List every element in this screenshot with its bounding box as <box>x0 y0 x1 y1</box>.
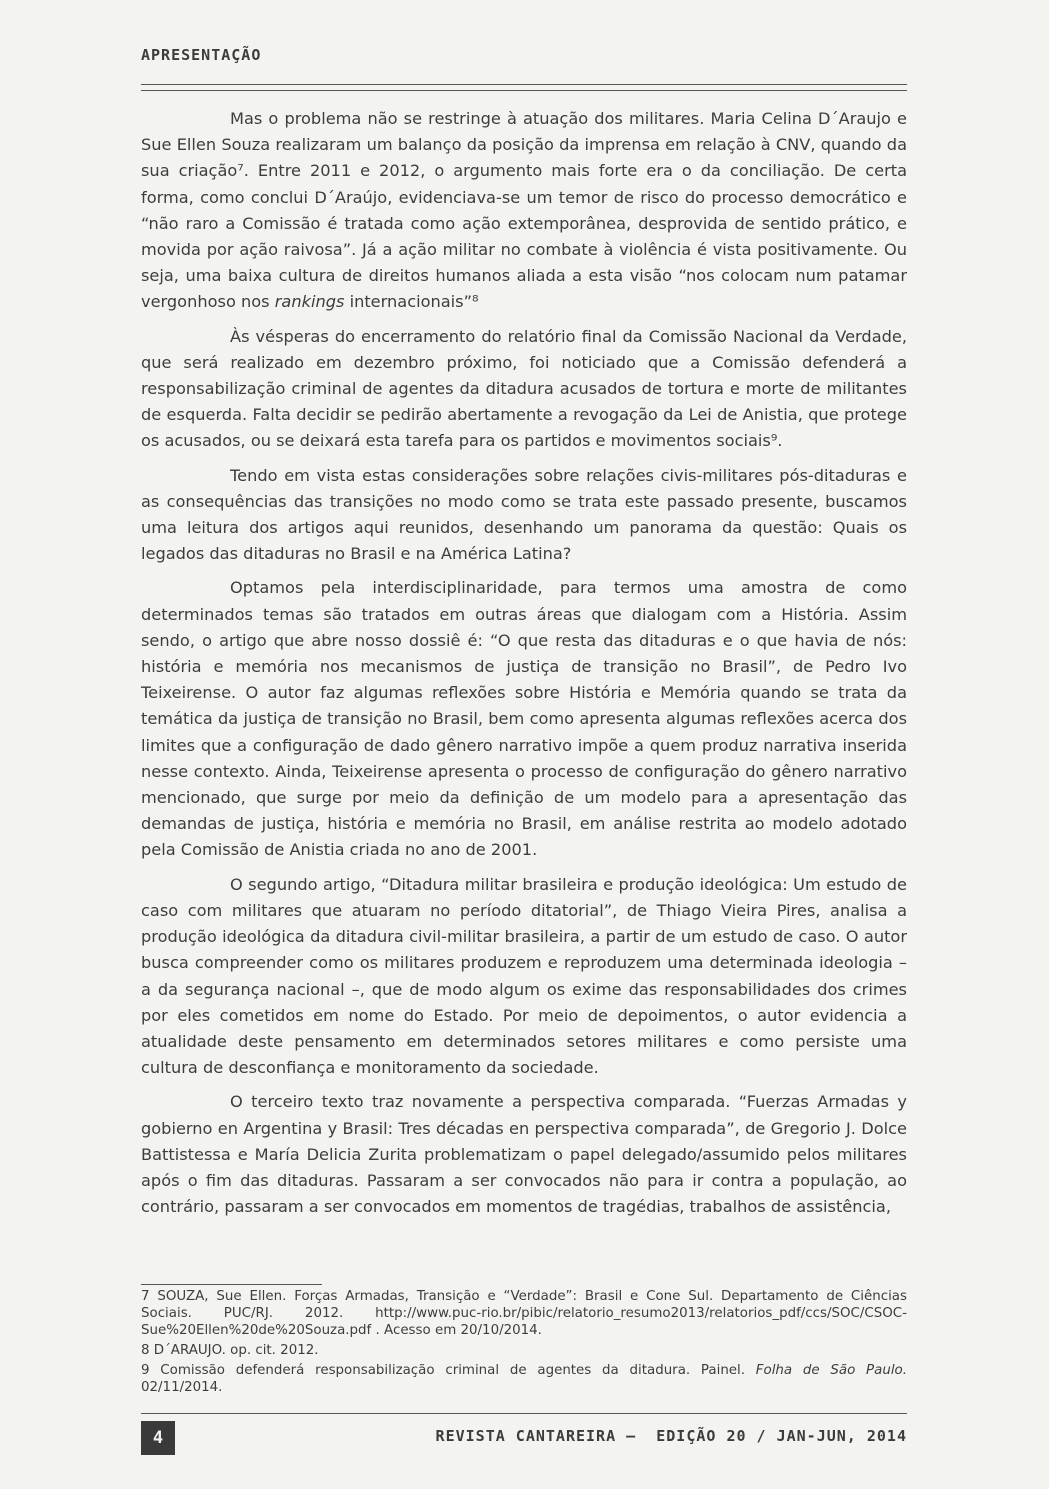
article-body <box>141 106 907 1228</box>
footer-rule <box>141 1413 907 1414</box>
journal-edition: REVISTA CANTAREIRA – EDIÇÃO 20 / JAN-JUN, 2014 <box>435 1427 907 1445</box>
footnotes <box>141 1288 907 1399</box>
page-number: 4 <box>141 1421 175 1455</box>
footnote-7: 7 SOUZA, Sue Ellen. Forças Armadas, Transição e “Verdade”: Brasil e Cone Sul. Departamento de Ciências Sociais. PUC/RJ. 2012. http://www.puc-rio.br/pibic/relatorio_resumo2013/relatorios_pdf/ccs/SOC/CSOC-Sue%20Ellen%20de%20Souza.pdf . Acesso em 20/10/2014. <box>141 1289 907 1338</box>
paragraph-4: Optamos pela interdisciplinaridade, para termos uma amostra de como determinados temas são tratados em outras áreas que dialogam com a História. Assim sendo, o artigo que abre nosso dossiê é: “O que resta das ditaduras e o que havia de nós: história e memória nos mecanismos de justiça de transição no Brasil”, de Pedro Ivo Teixeirense. O autor faz algumas reflexões sobre História e Memória quando se trata da temática da justiça de transição no Brasil, bem como apresenta algumas reflexões acerca dos limites que a configuração de dado gênero narrativo impõe a quem produz narrativa inserida nesse contexto. Ainda, Teixeirense apresenta o processo de configuração do gênero narrativo mencionado, que surge por meio da definição de um modelo para a apresentação das demandas de justiça, história e memória no Brasil, em análise restrita ao modelo adotado pela Comissão de Anistia criada no ano de 2001. <box>141 578 907 860</box>
section-title: APRESENTAÇÃO <box>141 46 262 64</box>
paragraph-5: O segundo artigo, “Ditadura militar brasileira e produção ideológica: Um estudo de caso com militares que atuaram no período ditatorial”, de Thiago Vieira Pires, analisa a produção ideológica da ditadura civil-militar brasileira, a partir de um estudo de caso. O autor busca compreender como os militares produzem e reproduzem uma determinada ideologia – a da segurança nacional –, que de modo algum os exime das responsabilidades dos crimes por eles cometidos em nome do Estado. Por meio de depoimentos, o autor evidencia a atualidade deste pensamento em determinados setores militares e como persiste uma cultura de desconfiança e monitoramento da sociedade. <box>141 874 907 1078</box>
footnote-9: 9 Comissão defenderá responsabilização criminal de agentes da ditadura. Painel. Folha de São Paulo. 02/11/2014. <box>141 1363 907 1395</box>
header-double-rule <box>141 84 907 91</box>
footnote-separator <box>141 1284 322 1285</box>
paragraph-2: Às vésperas do encerramento do relatório final da Comissão Nacional da Verdade, que será realizado em dezembro próximo, foi noticiado que a Comissão defenderá a responsabilização criminal de agentes da ditadura acusados de tortura e morte de militantes de esquerda. Falta decidir se pedirão abertamente a revogação da Lei de Anistia, que protege os acusados, ou se deixará esta tarefa para os partidos e movimentos sociais⁹. <box>141 326 907 451</box>
footnote-8: 8 D´ARAUJO. op. cit. 2012. <box>141 1343 319 1358</box>
paragraph-3: Tendo em vista estas considerações sobre relações civis-militares pós-ditaduras e as consequências das transições no modo como se trata este passado presente, buscamos uma leitura dos artigos aqui reunidos, desenhando um panorama da questão: Quais os legados das ditaduras no Brasil e na América Latina? <box>141 465 907 564</box>
paragraph-1: Mas o problema não se restringe à atuação dos militares. Maria Celina D´Araujo e Sue Ellen Souza realizaram um balanço da posição da imprensa em relação à CNV, quando da sua criação⁷. Entre 2011 e 2012, o argumento mais forte era o da conciliação. De certa forma, como conclui D´Araújo, evidenciava-se um temor de risco do processo democrático e “não raro a Comissão é tratada como ação extemporânea, desprovida de sentido prático, e movida por ação raivosa”. Já a ação militar no combate à violência é vista positivamente. Ou seja, uma baixa cultura de direitos humanos aliada a esta visão “nos colocam num patamar vergonhoso nos rankings internacionais”⁸ <box>141 109 907 312</box>
paragraph-6: O terceiro texto traz novamente a perspectiva comparada. “Fuerzas Armadas y gobierno en Argentina y Brasil: Tres décadas en perspectiva comparada”, de Gregorio J. Dolce Battistessa e María Delicia Zurita problematizam o papel delegado/assumido pelos militares após o fim das ditaduras. Passaram a ser convocados não para ir contra a população, ao contrário, passaram a ser convocados em momentos de tragédias, trabalhos de assistência, <box>141 1092 907 1217</box>
